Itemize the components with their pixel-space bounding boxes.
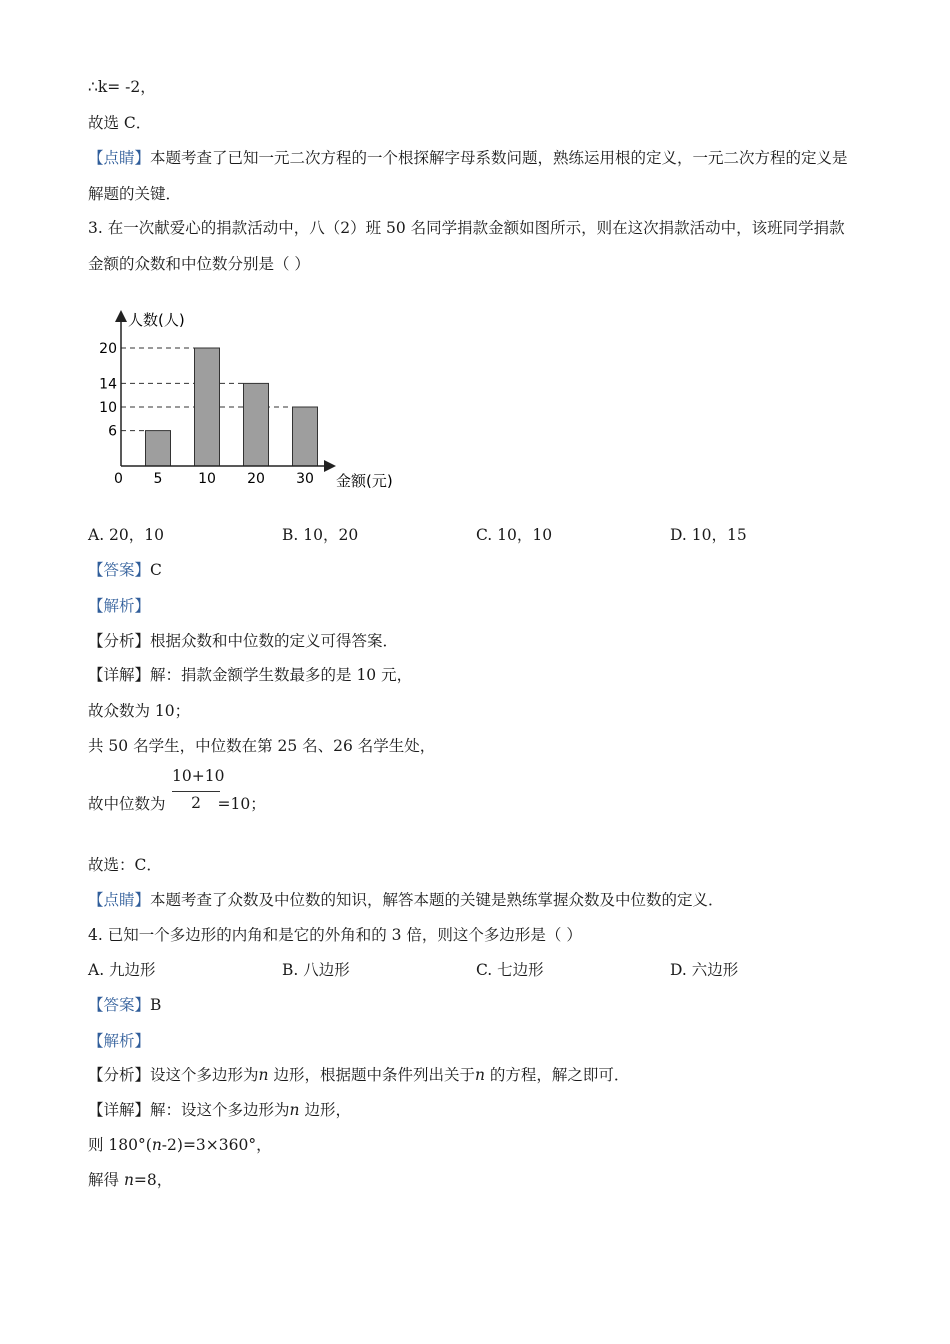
y-tick-label: 10 [99, 400, 117, 416]
analysis-tag: 【解析】 [88, 1032, 151, 1050]
text-fragment: 的方程，解之即可． [484, 1066, 630, 1084]
text-fragment: 解得 [88, 1171, 124, 1189]
bar [244, 383, 269, 466]
answer-line [88, 994, 161, 1016]
text-line: 故选 C． [88, 114, 152, 132]
text-fragment: 边形， [299, 1101, 351, 1119]
detail-text: 解：捐款金额学生数最多的是 10 元， [150, 666, 413, 684]
option-a: A. 20，10 [88, 526, 164, 544]
option-b: B. 10，20 [282, 526, 359, 544]
bar [293, 407, 318, 466]
fraction-bar [172, 791, 220, 792]
variable-n: n [289, 1101, 300, 1119]
answer-line [88, 559, 162, 581]
option-b: B. 八边形 [282, 961, 350, 979]
comment-tag: 【点睛】 [88, 891, 151, 909]
analysis-heading [88, 595, 150, 617]
comment-text: 本题考查了众数及中位数的知识，解答本题的关键是熟练掌握众数及中位数的定义． [150, 891, 724, 909]
text-fragment: 设这个多边形为 [150, 1066, 259, 1084]
option-c: C. 七边形 [476, 961, 544, 979]
answer-tag: 【答案】 [88, 996, 151, 1014]
text-line: 故选：C． [88, 856, 162, 874]
analysis-heading [88, 1030, 150, 1052]
option-c: C. 10，10 [476, 526, 553, 544]
text-line: ∴k= -2， [88, 78, 156, 96]
answer-value: C [150, 561, 162, 579]
detail-line [88, 1099, 351, 1121]
fraction-denominator: 2 [191, 794, 201, 812]
analysis-tag: 【分析】 [88, 1066, 151, 1084]
x-tick-label: 20 [247, 471, 265, 487]
analysis-tag: 【解析】 [88, 597, 151, 615]
bar [195, 348, 220, 466]
y-tick-label: 6 [108, 423, 117, 440]
analysis-text: 根据众数和中位数的定义可得答案． [150, 632, 399, 650]
x-tick-label: 30 [296, 471, 314, 487]
y-tick-label: 14 [99, 376, 117, 393]
answer-tag: 【答案】 [88, 561, 151, 579]
question-4: 4. 已知一个多边形的内角和是它的外角和的 3 倍，则这个多边形是（ ） [88, 926, 582, 944]
variable-n: n [123, 1171, 134, 1189]
variable-n: n [258, 1066, 269, 1084]
text-line: 共 50 名学生，中位数在第 25 名、26 名学生处， [88, 737, 436, 755]
analysis-line [88, 630, 398, 652]
equation-line [88, 1134, 272, 1156]
option-d: D. 10，15 [670, 526, 747, 544]
donation-bar-chart [98, 303, 418, 503]
y-tick-label: 20 [99, 341, 117, 357]
question-3: 3. 在一次献爱心的捐款活动中，八（2）班 50 名同学捐款金额如图所示，则在这次捐款活动中，该班同学捐款金额的众数和中位数分别是（ ） [88, 219, 845, 273]
text-fragment: 解：设这个多边形为 [150, 1101, 290, 1119]
text-fragment: 则 180°( [88, 1136, 152, 1154]
detail-tag: 【详解】 [88, 1101, 151, 1119]
fraction-numerator: 10+10 [172, 767, 225, 785]
y-axis-title: 人数(人) [128, 311, 185, 329]
comment-tag: 【点睛】 [88, 149, 151, 167]
comment-text: 本题考查了已知一元二次方程的一个根探解字母系数问题，熟练运用根的定义，一元二次方程的定义是解题的关键． [88, 149, 848, 203]
comment-line [88, 889, 724, 911]
variable-n: n [151, 1136, 162, 1154]
text-line: 故众数为 10； [88, 702, 191, 720]
detail-tag: 【详解】 [88, 666, 151, 684]
analysis-tag: 【分析】 [88, 632, 151, 650]
answer-value: B [150, 996, 162, 1014]
origin-label: 0 [114, 471, 123, 487]
text-fragment: 故中位数为 [88, 795, 166, 813]
text-fragment: =8， [133, 1171, 173, 1189]
text-fragment: -2)=3×360°， [161, 1136, 272, 1154]
text-fragment: =10； [217, 795, 266, 813]
comment-paragraph [88, 140, 858, 212]
option-a: A. 九边形 [88, 961, 156, 979]
variable-n: n [474, 1066, 485, 1084]
x-tick-label: 10 [198, 471, 216, 487]
x-tick-label: 5 [153, 471, 163, 487]
x-axis-title: 金额(元) [336, 472, 393, 490]
text-fragment: 边形，根据题中条件列出关于 [268, 1066, 475, 1084]
detail-line [88, 664, 412, 686]
option-d: D. 六边形 [670, 961, 739, 979]
analysis-line [88, 1064, 629, 1086]
solution-line [88, 1169, 172, 1191]
bar [146, 431, 171, 466]
